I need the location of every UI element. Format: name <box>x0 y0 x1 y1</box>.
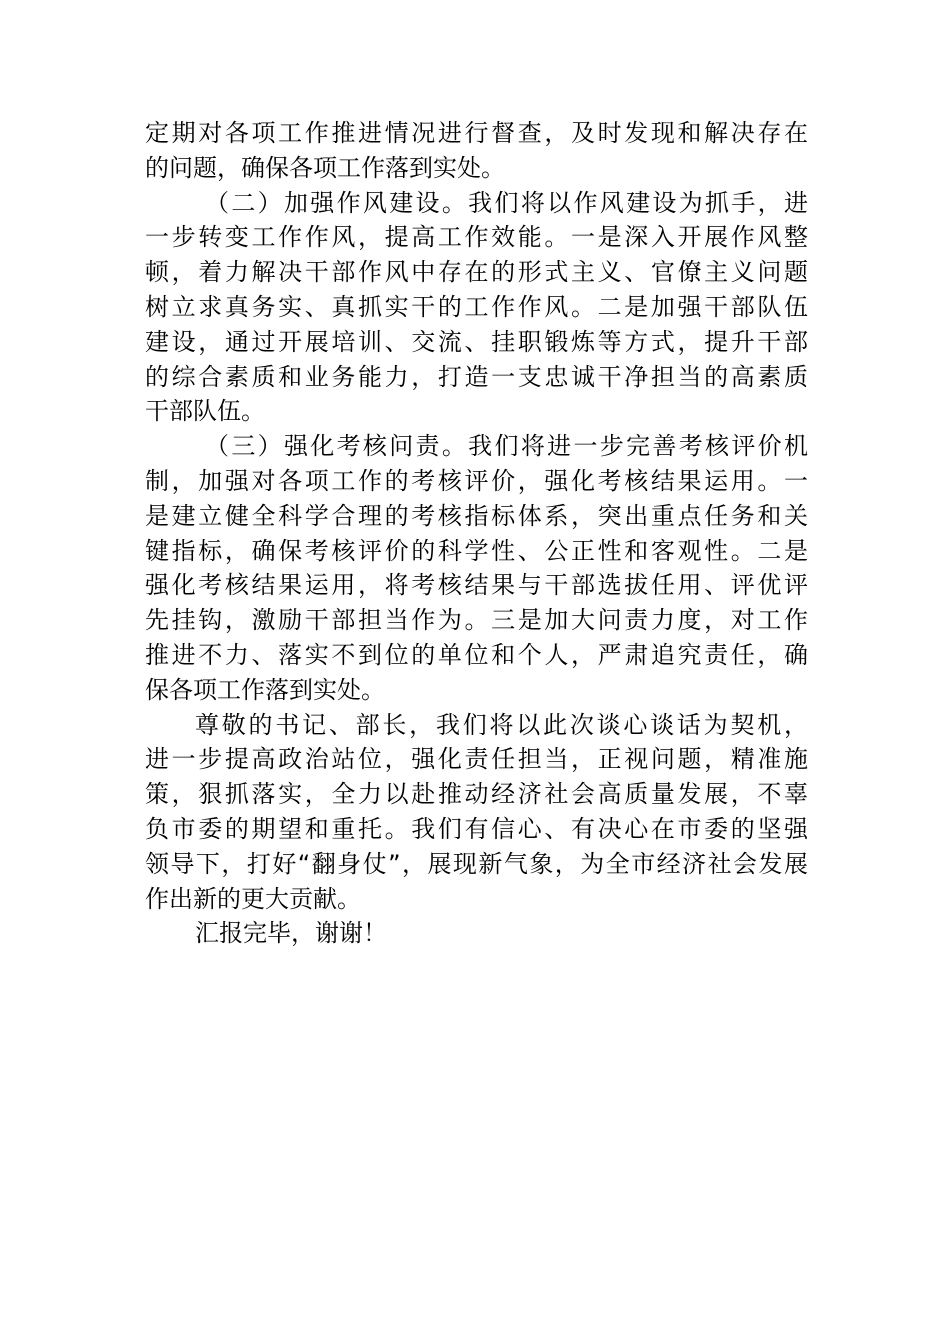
closing-line: 汇报完毕，谢谢！ <box>195 919 387 948</box>
text-line: 建设，通过开展培训、交流、挂职锻炼等方式，提升干部 <box>145 327 808 356</box>
text-line: 顿，着力解决干部作风中存在的形式主义、官僚主义问题 <box>145 258 808 287</box>
text-line: 是建立健全科学合理的考核指标体系，突出重点任务和关 <box>145 501 808 530</box>
text-line: 的问题，确保各项工作落到实处。 <box>145 153 505 182</box>
paragraph-heading-line: （三）强化考核问责。我们将进一步完善考核评价机 <box>205 432 808 461</box>
text-line: 保各项工作落到实处。 <box>145 675 385 704</box>
text-line: 制，加强对各项工作的考核评价，强化考核结果运用。一 <box>145 466 808 495</box>
text-line: 键指标，确保考核评价的科学性、公正性和客观性。二是 <box>145 536 808 565</box>
text-line: 作出新的更大贡献。 <box>145 884 361 913</box>
text-line: 策，狠抓落实，全力以赴推动经济社会高质量发展，不辜 <box>145 780 808 809</box>
paragraph-first-line: 尊敬的书记、部长，我们将以此次谈心谈话为契机， <box>195 710 808 739</box>
text-line: 领导下，打好“翻身仗”，展现新气象，为全市经济社会发展 <box>145 849 808 878</box>
paragraph-heading-line: （二）加强作风建设。我们将以作风建设为抓手，进 <box>205 188 808 217</box>
text-line: 进一步提高政治站位，强化责任担当，正视问题，精准施 <box>145 745 808 774</box>
text-line: 树立求真务实、真抓实干的工作作风。二是加强干部队伍 <box>145 292 808 321</box>
text-line: 强化考核结果运用，将考核结果与干部选拔任用、评优评 <box>145 571 808 600</box>
text-line: 定期对各项工作推进情况进行督查，及时发现和解决存在 <box>145 119 808 147</box>
document-body <box>145 116 808 951</box>
text-line: 一步转变工作作风，提高工作效能。一是深入开展作风整 <box>145 223 808 252</box>
text-line: 推进不力、落实不到位的单位和个人，严肃追究责任，确 <box>145 640 808 669</box>
text-line: 干部队伍。 <box>145 397 265 426</box>
text-line: 负市委的期望和重托。我们有信心、有决心在市委的坚强 <box>145 814 808 843</box>
text-line: 先挂钩，激励干部担当作为。三是加大问责力度，对工作 <box>145 606 808 635</box>
text-line: 的综合素质和业务能力，打造一支忠诚干净担当的高素质 <box>145 362 808 391</box>
